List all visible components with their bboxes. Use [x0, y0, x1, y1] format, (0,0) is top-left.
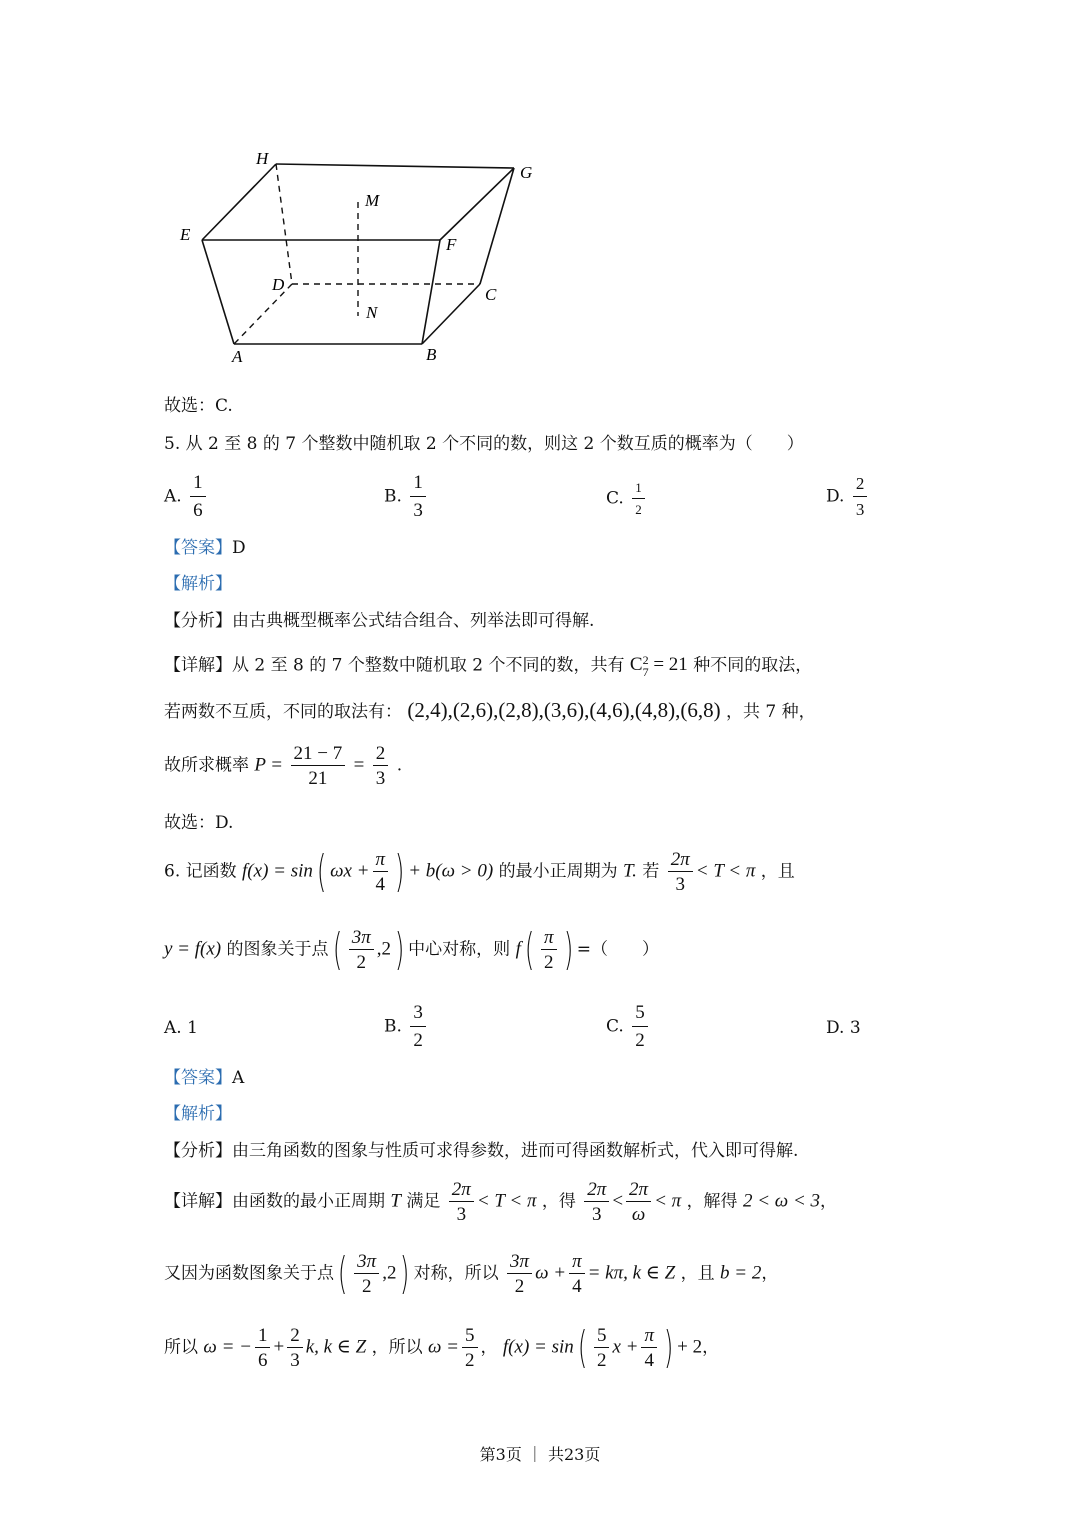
q6-option-d	[826, 1018, 861, 1038]
q6-d1-three-1: 3	[456, 1204, 467, 1225]
q6-d1-two-pi-3: 2π	[626, 1180, 651, 1202]
q6-d3-b: ，所以	[371, 1337, 423, 1358]
q5-prob-num: 21 − 7	[291, 744, 346, 766]
q5-option-c-num: 1	[632, 480, 645, 499]
q6-omega-x: ωx +	[330, 860, 370, 882]
q5-option-b	[384, 472, 429, 522]
q5-comb-sup: 2	[642, 653, 649, 667]
q6-three: 3	[675, 874, 685, 895]
q5-stem: 5. 从 2 至 8 的 7 个整数中随机取 2 个不同的数，则这 2 个数互质的概率为（ ）	[164, 434, 804, 454]
q6-d1-d: ，解得	[686, 1191, 738, 1212]
q6-d3-d: ，	[702, 1337, 720, 1358]
q6-d2-two: 2	[361, 1276, 372, 1297]
q6-d2-two-2: 2	[514, 1276, 525, 1297]
q5-detail-2b: ，共 7 种，	[725, 702, 816, 722]
label-B: B	[426, 345, 437, 364]
q6-d2-three-pi-2: 3π	[507, 1252, 532, 1274]
q6-d3-c: ，	[480, 1337, 498, 1358]
q6-option-d-letter: D.	[826, 1018, 845, 1038]
q5-xiangjie-tag: 【详解】	[164, 655, 232, 676]
q6-detail-line3	[164, 1322, 720, 1373]
q6-xiangjie-tag: 【详解】	[164, 1191, 232, 1212]
q6-y-eq-f: y = f(x)	[164, 938, 222, 960]
q6-answer	[164, 1070, 244, 1087]
q4-conclusion: 故选：C.	[164, 396, 233, 416]
q6-d2-b-eq: b = 2	[720, 1262, 762, 1284]
q5-prob-p: P	[254, 754, 267, 776]
q6-d3-two: 2	[287, 1326, 303, 1348]
q6-d3-two-c: 2	[596, 1350, 607, 1371]
q5-option-b-letter: B.	[384, 486, 402, 507]
q6-b-part: + b(ω > 0)	[408, 860, 494, 882]
q6-two-den: 2	[356, 952, 366, 973]
q5-jiexi-tag: 【解析】	[164, 574, 232, 594]
q6-d2-pi: π	[569, 1252, 585, 1274]
q5-detail-1a: 从 2 至 8 的 7 个整数中随机取 2 个不同的数，共有	[232, 655, 625, 676]
q5-answer-value: D	[232, 538, 246, 558]
q6-d1-two-pi-2: 2π	[584, 1180, 609, 1202]
q6-arg-pi: π	[541, 928, 557, 950]
label-D: D	[272, 275, 285, 294]
label-H: H	[256, 149, 269, 168]
q6-option-c-letter: C.	[606, 1016, 624, 1037]
q5-fenxi-text: 由古典概型概率公式结合组合、列举法即可得解.	[232, 611, 595, 631]
q6-d1-c: ，得	[541, 1191, 576, 1212]
label-A: A	[232, 347, 243, 366]
q6-f-def: f(x) = sin	[242, 860, 313, 882]
geometry-figure	[170, 140, 550, 380]
q6-point-open: (	[332, 924, 342, 975]
q6-d3-k: k, k ∈ Z	[305, 1336, 367, 1358]
q6-d3-close: )	[663, 1322, 674, 1373]
q6-arg-close: )	[563, 924, 573, 975]
label-G: G	[520, 163, 533, 182]
q6-d2-eq: = kπ, k ∈ Z	[587, 1262, 676, 1284]
q6-option-b	[384, 1002, 429, 1052]
q6-stem-c: 若	[642, 861, 660, 882]
q6-line2-b: 的图象关于点	[226, 939, 329, 960]
q6-d2-three-pi: 3π	[354, 1252, 379, 1274]
q6-fenxi-text: 由三角函数的图象与性质可求得参数，进而可得函数解析式，代入即可得解.	[232, 1141, 799, 1161]
q6-option-b-den: 2	[413, 1030, 423, 1051]
q6-d3-open: (	[577, 1322, 588, 1373]
label-M: M	[365, 191, 380, 210]
q5-comb-value: = 21	[648, 654, 688, 676]
q6-answer-value: A	[232, 1068, 245, 1088]
q6-pi-num: π	[373, 850, 389, 872]
q5-res-num: 2	[373, 744, 389, 766]
q6-option-d-value: 3	[849, 1018, 861, 1038]
q6-t-text: T.	[622, 860, 637, 882]
q5-answer-tag: 【答案】	[164, 538, 232, 558]
q6-f-letter: f	[515, 938, 521, 960]
q5-option-c-den: 2	[635, 502, 642, 517]
q5-answer	[164, 540, 246, 557]
q5-option-c-letter: C.	[606, 488, 624, 509]
q6-line2-d: =（ ）	[576, 939, 659, 960]
q6-option-a	[164, 1018, 198, 1038]
q6-detail-line2	[164, 1248, 779, 1299]
q6-stem-line2	[164, 924, 659, 975]
q5-eq-2: =	[353, 754, 365, 776]
q6-d1-e: ，	[820, 1191, 838, 1212]
q6-d3-five-2: 5	[594, 1326, 610, 1348]
q5-combination	[629, 653, 688, 679]
label-C: C	[485, 285, 497, 304]
q5-option-d-den: 3	[855, 500, 865, 519]
q6-arg-two: 2	[544, 952, 554, 973]
q6-d2-b: 对称，所以	[413, 1263, 499, 1284]
q6-option-b-num: 3	[410, 1002, 426, 1027]
q6-paren-close: )	[394, 846, 405, 897]
q6-option-c	[606, 1002, 651, 1052]
q5-option-b-num: 1	[410, 472, 426, 497]
q5-comb-sub: 7	[642, 665, 649, 679]
q6-d2-comma-two: ,2	[382, 1262, 397, 1284]
q6-detail-line1	[164, 1180, 837, 1224]
q6-stem-line1	[164, 846, 795, 897]
q6-d1-a: 由函数的最小正周期	[232, 1191, 385, 1212]
q6-jiexi-tag: 【解析】	[164, 1104, 232, 1124]
q6-d2-open: (	[337, 1248, 348, 1299]
label-E: E	[180, 225, 191, 244]
q6-stem-a: 6. 记函数	[164, 861, 237, 882]
q6-d3-pi: π	[641, 1326, 657, 1348]
q6-d3-six: 6	[257, 1350, 268, 1371]
q6-d3-plus-two: + 2	[677, 1336, 703, 1358]
q6-d3-one: 1	[255, 1326, 271, 1348]
q6-option-c-num: 5	[632, 1002, 648, 1027]
q6-d1-res: 2 < ω < 3	[742, 1190, 821, 1212]
q5-detail-line3	[164, 744, 402, 788]
q6-four-den: 4	[375, 874, 386, 895]
q6-d3-four: 4	[644, 1350, 654, 1371]
q6-d3-omega2: ω =	[428, 1336, 459, 1358]
q6-d3-five: 5	[462, 1326, 478, 1348]
q6-three-pi: 3π	[349, 928, 374, 950]
q5-conclusion: 故选：D.	[164, 813, 234, 833]
q6-d3-two-b: 2	[465, 1350, 475, 1371]
q6-d2-close: )	[400, 1248, 410, 1299]
q5-option-d-num: 2	[853, 474, 868, 497]
q6-d1-t: T	[390, 1190, 401, 1212]
q5-fenxi	[164, 613, 594, 630]
q6-d2-four: 4	[572, 1276, 582, 1297]
q6-d3-three: 3	[290, 1350, 300, 1371]
q6-fenxi	[164, 1143, 798, 1160]
q6-option-a-value: 1	[187, 1018, 198, 1038]
q6-point-close: )	[394, 924, 405, 975]
q6-d2-omega-plus: ω +	[535, 1262, 567, 1284]
q6-d1-lt-pi: < π	[654, 1190, 682, 1212]
q6-d3-a: 所以	[164, 1337, 198, 1358]
label-F: F	[446, 235, 457, 254]
q5-option-a-den: 6	[193, 500, 203, 521]
q5-option-b-den: 3	[413, 500, 423, 521]
q6-d3-omega-eq: ω = −	[203, 1336, 252, 1358]
q6-d1-ineq1: < T < π	[476, 1190, 537, 1212]
q6-d3-f: f(x) = sin	[502, 1336, 574, 1358]
q5-option-d	[826, 474, 870, 520]
q6-comma-two: ,2	[376, 938, 391, 960]
q6-d2-a: 又因为函数图象关于点	[164, 1263, 334, 1284]
page-footer: 第3页 ｜ 共23页	[479, 1445, 601, 1464]
q5-option-d-letter: D.	[826, 486, 845, 507]
q6-option-b-letter: B.	[384, 1016, 402, 1037]
q6-d2-c: ，且	[680, 1263, 715, 1284]
q6-d1-b: 满足	[406, 1191, 441, 1212]
q5-option-a-letter: A.	[164, 486, 182, 507]
q5-detail-2a: 若两数不互质，不同的取法有：	[164, 702, 402, 722]
q6-arg-open: (	[524, 924, 535, 975]
q5-detail-1b: 种不同的取法，	[693, 655, 813, 676]
q6-d1-omega: ω	[631, 1204, 646, 1225]
q6-line2-c: 中心对称，则	[408, 939, 511, 960]
q5-fenxi-tag: 【分析】	[164, 611, 232, 631]
q5-detail-3a: 故所求概率	[164, 755, 249, 776]
q5-option-a-num: 1	[190, 472, 206, 497]
q5-period: .	[396, 755, 403, 776]
q6-d3-x-plus: x +	[612, 1336, 639, 1358]
q6-option-a-letter: A.	[164, 1018, 182, 1038]
q5-detail-line2	[164, 700, 816, 721]
q5-option-a	[164, 472, 209, 522]
label-N: N	[366, 303, 378, 322]
q5-pairs: (2,4),(2,6),(2,8),(3,6),(4,6),(4,8),(6,8)	[407, 698, 721, 722]
q6-d2-d: ，	[761, 1263, 779, 1284]
q6-fenxi-tag: 【分析】	[164, 1141, 232, 1161]
q6-answer-tag: 【答案】	[164, 1068, 232, 1088]
q5-comb-c: C	[629, 654, 643, 676]
q6-two-pi: 2π	[668, 850, 693, 872]
q5-option-c	[606, 480, 648, 518]
q6-d3-plus: +	[273, 1336, 285, 1358]
q6-stem-d: ，且	[760, 861, 795, 882]
q6-option-c-den: 2	[635, 1030, 645, 1051]
q6-ineq: < T < π	[695, 860, 756, 882]
q5-res-den: 3	[375, 768, 386, 789]
q6-d1-lt: <	[612, 1190, 624, 1212]
q5-prob-den: 21	[308, 768, 328, 789]
q5-eq-1: =	[271, 754, 283, 776]
q6-d1-three-2: 3	[592, 1204, 602, 1225]
q6-paren-open: (	[316, 846, 327, 897]
q6-stem-b: 的最小正周期为	[498, 861, 618, 882]
q5-detail-line1	[164, 654, 812, 678]
q6-d1-two-pi-1: 2π	[449, 1180, 474, 1202]
